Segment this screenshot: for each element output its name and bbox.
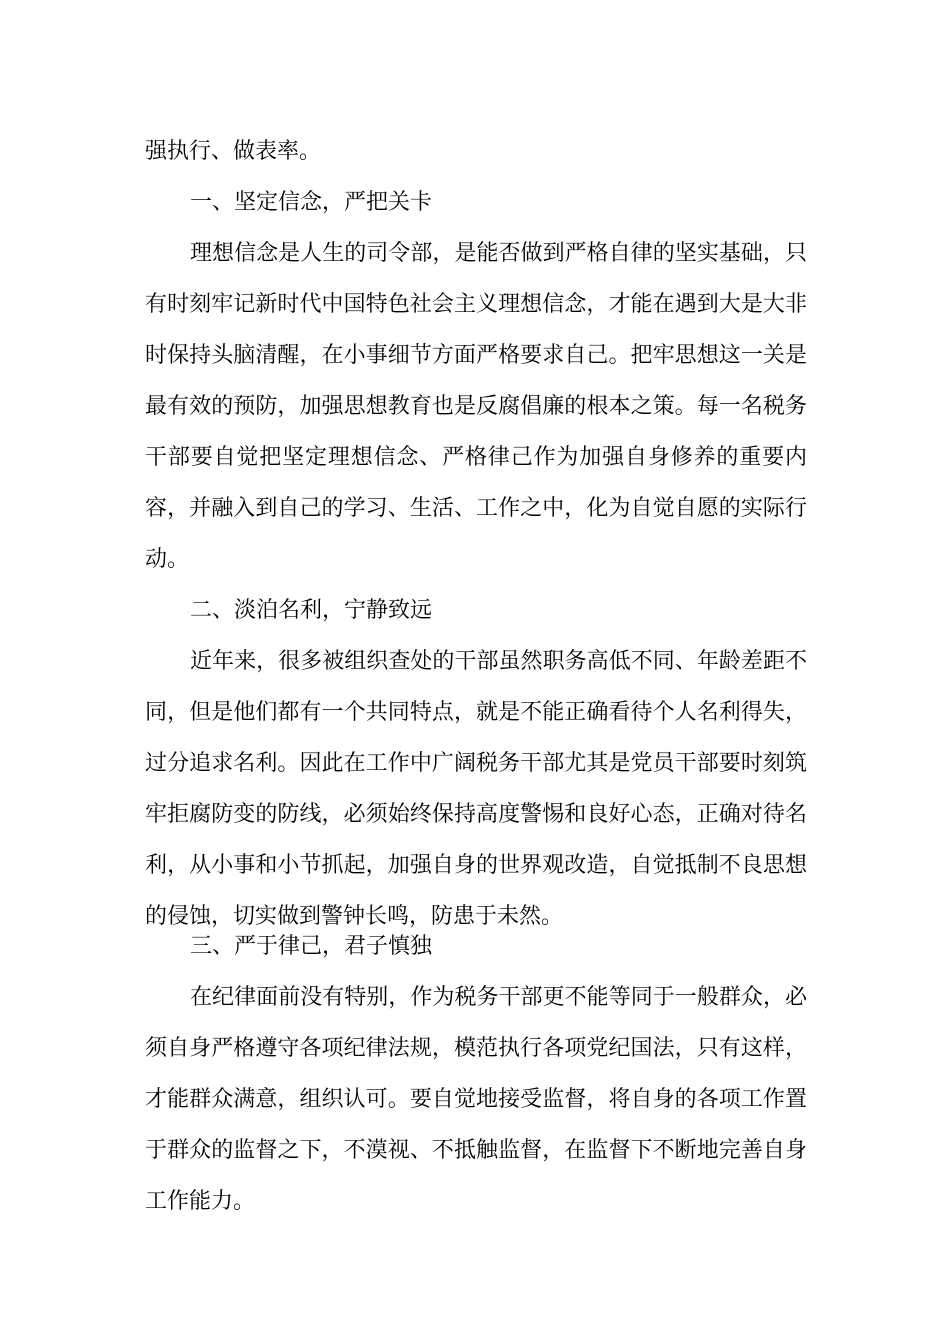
section-2-paragraph: 近年来，很多被组织查处的干部虽然职务高低不同、年龄差距不同，但是他们都有一个共同特点，就是不能正确看待个人名利得失，过分追求名利。因此在工作中广阔税务干部尤其是党员干部要时刻筑牢拒腐防变的防线，必须始终保持高度警惕和良好心态，正确对待名利，从小事和小节抓起，加强自身的世界观改造，自觉抵制不良思想的侵蚀，切实做到警钟长鸣，防患于未然。 — [145, 649, 807, 929]
section-2-heading: 二、淡泊名利，宁静致远 — [190, 598, 433, 623]
section-3-paragraph: 在纪律面前没有特别，作为税务干部更不能等同于一般群众，必须自身严格遵守各项纪律法规，模范执行各项党纪国法，只有这样，才能群众满意，组织认可。要自觉地接受监督，将自身的各项工作置于群众的监督之下，不漠视、不抵触监督，在监督下不断地完善自身工作能力。 — [145, 985, 807, 1214]
continuation-text: 强执行、做表率。 — [145, 139, 322, 164]
section-1-paragraph: 理想信念是人生的司令部，是能否做到严格自律的坚实基础，只有时刻牢记新时代中国特色社会主义理想信念，才能在遇到大是大非时保持头脑清醒，在小事细节方面严格要求自己。把牢思想这一关是最有效的预防，加强思想教育也是反腐倡廉的根本之策。每一名税务干部要自觉把坚定理想信念、严格律己作为加强自身修养的重要内容，并融入到自己的学习、生活、工作之中，化为自觉自愿的实际行动。 — [145, 241, 807, 572]
section-1-heading: 一、坚定信念，严把关卡 — [190, 190, 433, 215]
section-3-heading: 三、严于律己，君子慎独 — [190, 934, 433, 959]
